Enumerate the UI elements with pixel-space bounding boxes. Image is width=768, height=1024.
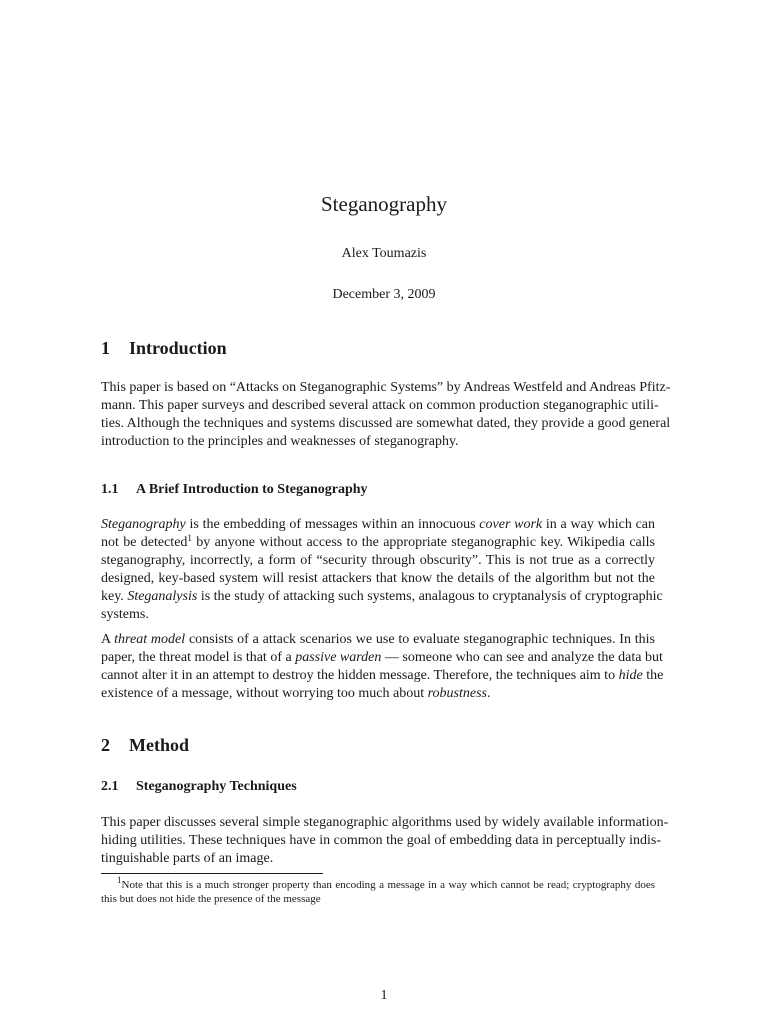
text-line: This paper discusses several simple steganographic algorithms used by widely available information- [101, 815, 669, 830]
text-fragment: paper, the threat model is that of a [101, 650, 296, 665]
text-line: mann. This paper surveys and described several attack on common production steganographic utili- [101, 398, 659, 413]
text-line: This paper is based on “Attacks on Steganographic Systems” by Andreas Westfeld and Andreas Pfitz- [101, 380, 671, 395]
text-line [101, 534, 655, 552]
footnote-marker: 1 [187, 533, 192, 543]
section-title: Method [129, 735, 189, 755]
intro-paragraph [101, 379, 671, 451]
text-line [101, 685, 655, 703]
term-steganography: Steganography [101, 517, 186, 532]
text-fragment: is the study of attacking such systems, analagous to cryptanalysis of cryptographic [197, 589, 663, 604]
section-heading-method [101, 733, 189, 757]
paper-title: Steganography [321, 192, 447, 216]
text-line: systems. [101, 607, 149, 622]
term-hide: hide [618, 668, 643, 683]
text-line [101, 588, 663, 606]
section-number: 1 [101, 338, 110, 358]
footnote-line [101, 875, 655, 892]
text-fragment: existence of a message, without worrying too much about [101, 686, 428, 701]
term-robustness: robustness [427, 686, 487, 701]
footnote-line: this but does not hide the presence of the message [101, 893, 321, 905]
text-fragment: cannot alter it in an attempt to destroy the hidden message. Therefore, the techniques aim to [101, 668, 619, 683]
threat-model-paragraph [101, 631, 664, 703]
page-number: 1 [380, 988, 388, 1003]
subsection-heading-brief-introduction [101, 480, 368, 500]
text-fragment: by anyone without access to the appropriate steganographic key. Wikipedia calls [191, 535, 655, 550]
footnote [101, 875, 655, 906]
text-line: ties. Although the techniques and systems discussed are somewhat dated, they provide a good general [101, 416, 671, 431]
text-line [101, 667, 664, 685]
footnote-rule [101, 873, 323, 874]
text-fragment: — someone who can see and analyze the data but [381, 650, 663, 665]
text-line [101, 631, 655, 649]
subsection-title: Steganography Techniques [136, 779, 297, 794]
subsection-heading-techniques [101, 777, 297, 797]
subsection-title: A Brief Introduction to Steganography [136, 482, 368, 497]
term-steganalysis: Steganalysis [127, 589, 198, 604]
text-line: designed, key-based system will resist attackers that know the details of the algorithm but not the [101, 571, 655, 586]
text-fragment: consists of a attack scenarios we use to evaluate steganographic techniques. In this [185, 632, 655, 647]
text-fragment: key. [101, 589, 128, 604]
paper-date: December 3, 2009 [332, 287, 436, 302]
term-passive-warden: passive warden [295, 650, 382, 665]
term-cover-work: cover work [479, 517, 543, 532]
text-line: steganography, incorrectly, a form of “security through obscurity”. This is not true as a correctly [101, 553, 655, 568]
section-title: Introduction [129, 338, 227, 358]
section-number: 2 [101, 735, 110, 755]
subsection-number: 1.1 [101, 482, 119, 497]
text-line: tinguishable parts of an image. [101, 851, 274, 866]
text-line [101, 516, 655, 534]
text-fragment: A [101, 632, 115, 647]
section-heading-introduction [101, 336, 227, 360]
footnote-text: Note that this is a much stronger property than encoding a message in a way which cannot be read; cryptography does [121, 879, 655, 891]
footnote-mark: 1 [117, 875, 122, 885]
text-fragment: is the embedding of messages within an innocuous [185, 517, 480, 532]
text-fragment: the [642, 668, 664, 683]
text-line [101, 649, 663, 667]
techniques-paragraph [101, 814, 669, 868]
text-fragment: not be detected [101, 535, 188, 550]
paper-author: Alex Toumazis [341, 246, 427, 261]
text-line: introduction to the principles and weaknesses of steganography. [101, 434, 459, 449]
text-fragment: in a way which can [542, 517, 656, 532]
text-line: hiding utilities. These techniques have in common the goal of embedding data in perceptually indis- [101, 833, 661, 848]
term-threat-model: threat model [114, 632, 186, 647]
subsection-number: 2.1 [101, 779, 119, 794]
steganography-definition-paragraph [101, 516, 663, 624]
text-fragment: . [486, 686, 491, 701]
